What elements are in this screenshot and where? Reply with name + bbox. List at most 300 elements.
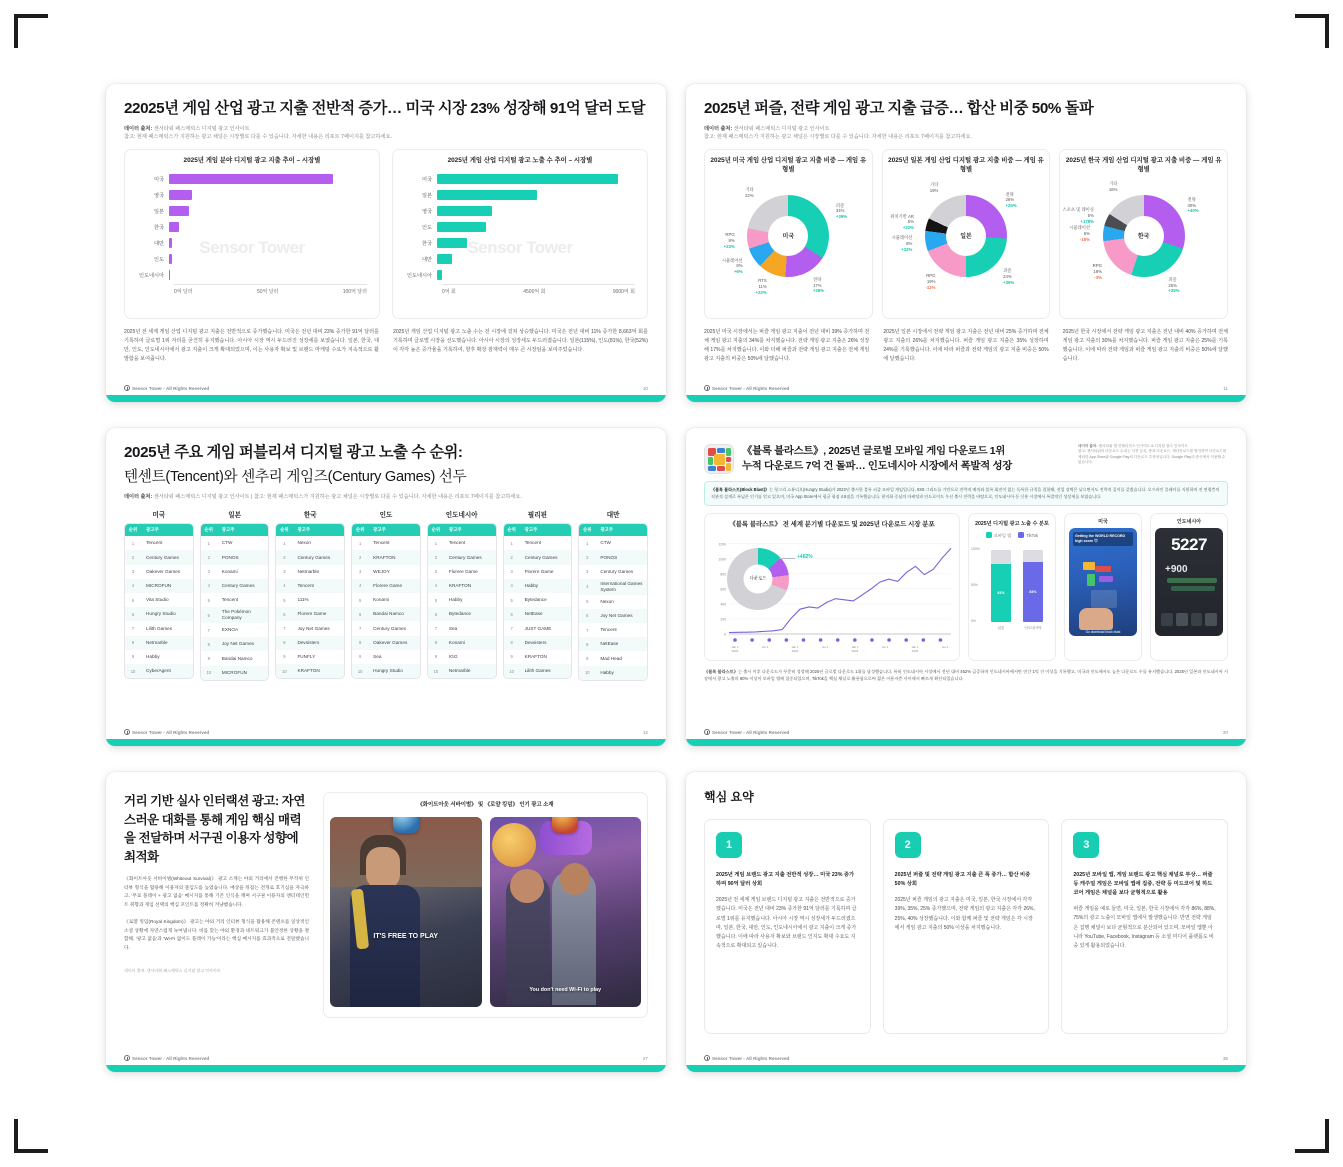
bar-chart-body	[125, 168, 379, 295]
bar-track	[437, 236, 635, 250]
publisher-name: CyberAgent	[146, 668, 171, 674]
source-label: 데이터 출처:	[1078, 444, 1098, 448]
market-name: 일본	[228, 512, 241, 520]
category-label: 인도네시아	[1024, 626, 1042, 631]
slide-ad-spend-overview[interactable]	[106, 84, 666, 402]
publisher-name: Joy Net Games	[221, 641, 255, 647]
donut-card-us	[704, 149, 873, 319]
legend-item-tiktok	[1018, 532, 1038, 539]
category-label: 일본	[997, 626, 1005, 631]
table-row[interactable]	[125, 593, 193, 607]
svg-text:2023: 2023	[791, 648, 799, 653]
col-advertiser: 광고주	[448, 527, 462, 533]
footer-text: Sensor Tower - All Rights Reserved	[132, 1055, 210, 1061]
table-row[interactable]	[579, 609, 647, 623]
panel-title: 《화이트아웃 서바이벌》 및 《로얄 킹덤》 인기 광고 소재	[417, 802, 554, 808]
table-row[interactable]	[428, 565, 496, 579]
screenshot-us	[1069, 528, 1137, 636]
creative-whiteout-survival[interactable]	[330, 817, 482, 1007]
col-rank: 순위	[280, 527, 289, 533]
publisher-name: Konami	[221, 568, 238, 574]
chart-title: 2025년 디지털 광고 노출 수 분포	[975, 521, 1049, 528]
publisher-name: KRAFTON	[373, 554, 396, 560]
svg-text:Jul 1: Jul 1	[941, 644, 949, 649]
donut-row	[704, 149, 1228, 319]
table-row[interactable]	[201, 565, 269, 579]
chart-title: 2025년 미국 게임 산업 디지털 광고 지출 비중 — 게임 유형별	[710, 157, 867, 173]
donut-slice-label: 위치기반 AR 5% +22%	[890, 213, 914, 231]
rank-number: 2	[434, 555, 438, 561]
donut-chart	[883, 177, 1050, 295]
bottom-text	[704, 668, 1228, 682]
text-column	[124, 792, 309, 1018]
publisher-name: Oakever Games	[373, 639, 408, 645]
slide-key-summary[interactable]	[686, 772, 1246, 1072]
card-heading: 2025년 게임 브랜드 광고 지출 전반적 성장… 미국 23% 증가하며 90억 달러 상회	[716, 872, 855, 887]
table-header	[125, 524, 193, 536]
ranking-column-대만	[578, 509, 648, 680]
publisher-name: Florere Game	[524, 568, 554, 574]
publisher-name: Hungry Studio	[373, 668, 403, 674]
chart-legend	[969, 530, 1055, 542]
table-header	[504, 524, 572, 536]
table-row[interactable]	[504, 607, 572, 621]
table-row[interactable]	[428, 550, 496, 564]
bar-label: 인도	[421, 224, 432, 231]
rank-number: 8	[586, 641, 589, 647]
table-row[interactable]	[579, 536, 647, 550]
slide-footer	[124, 385, 648, 391]
donut-slice-label: RPG 19% -12%	[925, 273, 936, 290]
summary-card[interactable]	[883, 819, 1050, 1034]
sensor-tower-logo-icon	[124, 385, 130, 391]
rank-number: 4	[586, 584, 589, 590]
table-row[interactable]	[579, 550, 647, 564]
table-row[interactable]	[352, 636, 420, 650]
table-row[interactable]	[125, 636, 193, 650]
svg-text:2024: 2024	[851, 648, 859, 653]
table-row[interactable]	[201, 623, 269, 637]
col-rank: 순위	[128, 527, 138, 533]
crop-mark-bottom-left	[14, 1119, 48, 1153]
publisher-name: The Pokémon Company	[221, 609, 251, 621]
slide-genre-share[interactable]	[686, 84, 1246, 402]
table-row[interactable]	[504, 550, 572, 564]
table-row[interactable]	[201, 593, 269, 607]
table-row[interactable]	[579, 666, 647, 680]
publisher-name: PONOS	[221, 554, 239, 560]
publisher-name: KRAFTON	[524, 653, 547, 659]
bar-fill	[991, 564, 1011, 622]
table-row[interactable]	[276, 664, 344, 678]
publisher-name: Konami	[373, 597, 390, 603]
donut-center-label: 미국	[768, 216, 808, 256]
bar-track	[437, 252, 635, 266]
growth-annotation: +462%	[797, 553, 813, 560]
slide-street-interview-ads[interactable]	[106, 772, 666, 1072]
rank-number: 5	[434, 597, 438, 603]
publisher-name: Century Games	[146, 554, 179, 560]
table-row[interactable]	[276, 593, 344, 607]
svg-text:0: 0	[724, 632, 726, 637]
rank-number: 5	[510, 597, 513, 603]
table-row[interactable]	[201, 651, 269, 665]
caption-overlay: IT'S FREE TO PLAY	[373, 933, 439, 941]
bar-track	[169, 220, 367, 234]
table-row[interactable]	[125, 550, 193, 564]
page-title: 22025년 게임 산업 광고 지출 전반적 증가… 미국 시장 23% 성장해 91억 달러 도달	[124, 100, 646, 117]
stacked-bar	[991, 550, 1011, 622]
table-row[interactable]	[201, 607, 269, 623]
slide-publisher-ranking[interactable]	[106, 428, 666, 746]
axis-tick: 0억 달러	[174, 289, 193, 295]
page-title: 핵심 요약	[704, 790, 754, 804]
svg-text:Jan 1: Jan 1	[851, 644, 859, 649]
donut-slice-label: 퍼즐 25% +25%	[1168, 276, 1180, 294]
bar-label: 영국	[153, 192, 164, 199]
rank-number: 3	[359, 569, 362, 575]
publisher-name: Devsisters	[524, 639, 547, 645]
bar-fill	[169, 222, 179, 232]
table-row[interactable]	[276, 550, 344, 564]
table-row[interactable]	[579, 579, 647, 595]
legend-label: 모바일 앱	[993, 533, 1012, 539]
bar-row	[129, 172, 367, 186]
summary-card[interactable]	[704, 819, 871, 1034]
stacked-bar-body	[969, 542, 1055, 646]
donut-slice-label: 시뮬레이션 6% -18%	[1069, 225, 1091, 242]
bar-row	[397, 172, 635, 186]
bar-row	[129, 188, 367, 202]
table-row[interactable]	[201, 550, 269, 564]
rank-number: 6	[207, 612, 210, 618]
table-row[interactable]	[428, 621, 496, 635]
table-row[interactable]	[276, 650, 344, 664]
summary-card[interactable]	[1061, 819, 1228, 1034]
footer-text: Sensor Tower - All Rights Reserved	[712, 385, 790, 391]
rank-number: 4	[283, 583, 286, 589]
source-text: 센서타워 패스매틱스 디지털 광고 인사이트	[733, 126, 830, 133]
bar-row	[397, 268, 635, 282]
brand-logo	[704, 385, 789, 391]
table-row[interactable]	[428, 536, 496, 550]
header	[704, 444, 1228, 474]
rank-number: 6	[510, 611, 513, 617]
publisher-name: 111%	[297, 597, 309, 603]
axis-tick: 9000억 회	[612, 289, 635, 295]
rank-number: 8	[131, 640, 135, 646]
rank-number: 3	[510, 569, 513, 575]
table-row[interactable]	[579, 623, 647, 637]
table-row[interactable]	[504, 650, 572, 664]
card-body: 2025년 퍼즐 게임의 광고 지출은 미국, 일본, 한국 시장에서 각각 39%, 35%, 25% 증가했으며, 전략 게임의 광고 지출은 각각 26%, 25%, 40% 성장했습니다. 이와 함께 퍼즐 및 전략 게임은 각 시장에서 게임 광고 지출의 50% 이상을 차지했습니다.	[894, 897, 1035, 931]
rank-number: 1	[207, 540, 210, 546]
chart-row	[124, 149, 648, 319]
table-row[interactable]	[579, 595, 647, 609]
publisher-name: NetEase	[524, 611, 543, 617]
publisher-name: Bandai Namco	[373, 611, 404, 617]
bar-fill	[437, 238, 467, 248]
table-row[interactable]	[579, 637, 647, 651]
bar-row	[397, 204, 635, 218]
publisher-name: Century Games	[524, 554, 558, 560]
footnote: 데이터 출처: 센서타워 패스매틱스 디지털 광고 인사이트	[124, 968, 221, 974]
publisher-name: Vita Studio	[146, 597, 169, 603]
col-advertiser: 광고주	[297, 527, 311, 533]
publisher-name: Bytedance	[448, 611, 472, 617]
table-row[interactable]	[201, 666, 269, 680]
sensor-tower-logo-icon	[124, 1055, 130, 1061]
bar-track	[437, 172, 635, 186]
donut-slice-label: 기타 22%	[745, 187, 754, 198]
table-row[interactable]	[201, 536, 269, 550]
bar-track	[169, 188, 367, 202]
page-title: 2025년 퍼즐, 전략 게임 광고 지출 급증… 합산 비중 50% 돌파	[704, 100, 1094, 117]
bar-label: 일본	[153, 208, 164, 215]
page-number: 10	[642, 385, 648, 391]
rank-number: 2	[586, 555, 589, 561]
bar-label: 영국	[421, 208, 432, 215]
rank-number: 9	[359, 654, 362, 660]
chart-title: 2025년 한국 게임 산업 디지털 광고 지출 비중 — 게임 유형별	[1065, 157, 1222, 173]
bar-track	[169, 236, 367, 250]
ranking-table	[200, 523, 270, 680]
publisher-name: Tencent	[600, 627, 617, 633]
photo-caption: 미국	[1098, 519, 1108, 526]
brand-logo	[124, 1055, 209, 1061]
rank-number: 9	[283, 654, 286, 660]
rank-number: 7	[510, 626, 513, 632]
summary-cards	[704, 819, 1228, 1034]
publisher-name: Joy Net Games	[297, 625, 330, 631]
bar-row	[129, 204, 367, 218]
crop-mark-top-left	[14, 14, 48, 48]
ranking-column-한국	[275, 509, 345, 680]
rank-number: 5	[131, 597, 135, 603]
table-row[interactable]	[352, 607, 420, 621]
table-row[interactable]	[352, 621, 420, 635]
bar-label: 대만	[421, 256, 432, 263]
table-row[interactable]	[125, 536, 193, 550]
content-row	[124, 792, 648, 1018]
ranking-column-일본	[200, 509, 270, 680]
table-row[interactable]	[428, 636, 496, 650]
rank-number: 9	[207, 655, 210, 661]
donut-slice-label: 전략 30% +40%	[1187, 196, 1199, 214]
rank-number: 10	[357, 668, 363, 674]
publisher-name: NetEase	[600, 641, 619, 647]
table-row[interactable]	[428, 579, 496, 593]
table-row[interactable]	[125, 607, 193, 621]
page-title-line1: 《블록 블라스트》, 2025년 글로벌 모바일 게임 다운로드 1위	[742, 446, 1006, 457]
table-row[interactable]	[352, 593, 420, 607]
rank-number: 9	[131, 654, 135, 660]
bar-fill	[169, 206, 189, 216]
card-heading: 2025년 모바일 앱, 게임 브랜드 광고 핵심 채널로 부상… 퍼즐 등 캐주얼 게임은 모바일 앱에 집중, 전략 등 미드코어 및 하드코어 게임은 채널을 보다 균형적으로 활용	[1073, 872, 1213, 896]
source-extra: 참고: 현재 패스매틱스가 지원하는 광고 채널은 시장별로 다를 수 있습니다. 자세한 내용은 리포트 7페이지를 참고하세요.	[704, 134, 972, 141]
table-row[interactable]	[201, 579, 269, 593]
table-row[interactable]	[125, 621, 193, 635]
publisher-name: Sea	[373, 653, 382, 659]
overlay-top: Getting the WORLD RECORD high score 😈	[1073, 532, 1133, 545]
col-advertiser: 광고주	[221, 527, 235, 533]
publisher-name: JUST GAME	[524, 625, 552, 631]
ranking-table	[275, 523, 345, 679]
table-row[interactable]	[125, 565, 193, 579]
table-row[interactable]	[428, 593, 496, 607]
bar-value-label: 84%	[1029, 590, 1037, 595]
slide-footer	[704, 385, 1228, 391]
donut-ring	[925, 195, 1007, 277]
donut-slice-label: RPG 18% -3%	[1092, 263, 1102, 280]
rank-number: 10	[282, 668, 287, 674]
table-row[interactable]	[276, 579, 344, 593]
publisher-name: Netmarble	[448, 668, 471, 674]
publisher-name: International Games System	[600, 580, 643, 592]
publisher-name: EXNOA	[221, 627, 239, 633]
bar-chart-body	[393, 168, 647, 295]
watermark: Sensor Tower	[199, 237, 305, 257]
table-row[interactable]	[276, 607, 344, 621]
table-row[interactable]	[428, 607, 496, 621]
royal-kingdom-app-icon	[552, 817, 578, 833]
table-row[interactable]	[504, 636, 572, 650]
rank-number: 2	[283, 555, 286, 561]
paragraph: 2025년 일본 시장에서 전략 게임 광고 지출은 전년 대비 25% 증가하며 전체 광고 지출의 26%를 차지했습니다. 퍼즐 게임 광고 지출은 35% 성장하며 24%를 기록했습니다. 이에 따라 퍼즐과 전략 게임의 광고 지출 비중은 50%에 달했습니다.	[883, 329, 1049, 363]
publisher-name: Netmarble	[146, 639, 168, 645]
col-advertiser: 광고주	[600, 527, 614, 533]
table-row[interactable]	[504, 621, 572, 635]
rank-number: 6	[131, 611, 135, 617]
bar-fill	[169, 254, 172, 264]
ranking-column-인도	[351, 509, 421, 680]
rank-number: 3	[283, 569, 286, 575]
svg-text:600: 600	[720, 587, 726, 592]
publisher-name: Tencent	[524, 540, 542, 546]
publisher-name: Netmarble	[297, 568, 320, 574]
table-row[interactable]	[428, 650, 496, 664]
rank-number: 1	[283, 540, 286, 546]
bar-row	[397, 252, 635, 266]
photo-caption: 인도네시아	[1176, 519, 1202, 526]
publisher-name: FUNFLY	[297, 653, 316, 659]
table-row[interactable]	[352, 536, 420, 550]
donut-chart	[705, 177, 872, 295]
paragraph: 2025년 전 세계 게임 산업 디지털 광고 지출은 전반적으로 증가했습니다. 미국은 전년 대비 23% 증가한 91억 달러를 기록하여 글로벌 1위 자리를 굳건히 유지했습니다. 아시아 시장 역시 두드러진 성장세를 보였습니다. 일본, 한국, 대만, 인도, 인도네시아에서 광고 지출이 크게 확대되었으며, 이는 사용자 확보 및 브랜드 마케팅 수요가 지속적으로 활발함을 보여줍니다.	[124, 329, 379, 363]
card-body: 퍼즐 게임을 예로 들면, 미국, 일본, 한국 시장에서 각각 86%, 88%, 75%의 광고 노출이 모바일 앱에서 발생했습니다. 반면 전략 게임은 집행 채널이 보다 균형적으로 분산되어 있으며, 모바일 앱뿐 아니라 YouTube, Facebook, Instagram 등 소셜 미디어 플랫폼도 비중 있게 활용되었습니다.	[1073, 906, 1216, 949]
donut-slice-label: 시뮬레이션 8% +32%	[891, 235, 913, 252]
rank-number: 2	[359, 555, 362, 561]
svg-text:400: 400	[720, 602, 726, 607]
bar-track	[437, 268, 635, 282]
photo-card-id	[1150, 513, 1228, 661]
table-row[interactable]	[504, 579, 572, 593]
publisher-name: Lilith Games	[524, 668, 551, 674]
publisher-name: Lilith Games	[146, 625, 173, 631]
table-row[interactable]	[276, 636, 344, 650]
creative-royal-kingdom[interactable]	[490, 817, 642, 1007]
axis-tick: 0%	[971, 619, 976, 624]
table-row[interactable]	[276, 536, 344, 550]
rank-number: 7	[359, 626, 362, 632]
source-label: 데이터 출처:	[124, 494, 153, 501]
table-row[interactable]	[579, 565, 647, 579]
body-text	[704, 328, 1228, 364]
publisher-name: Tencent	[373, 540, 390, 546]
footer-text: Sensor Tower - All Rights Reserved	[712, 729, 790, 735]
table-row[interactable]	[504, 664, 572, 678]
creative-panel	[323, 792, 648, 1018]
donut-slice-label: RPG 8% +23%	[723, 232, 735, 249]
callout-text: 는 헝그리 스튜디오(Hungry Studio)가 2022년 출시한 블록 퍼즐 모바일 게임입니다. 8X8 그리드를 기반으로 전략적 배치와 블록 회전이 없는 독특한 규칙을 결합해, 진입 장벽은 낮으면서도 전략적 깊이를 갖췄습니다. 오프라인 플레이를 지원하며 전 연령층의 직관적 설계로 폭넓은 인기를 얻고 있으며, 미국 App Store에서 평균 평점 4.9점을 기록했습니다. 현지화 중심의 마케팅과 안드로이드 우선 출시 전략을 바탕으로, 인도네시아 등 신흥 시장에서 폭발적인 성장세를 보였습니다.	[711, 487, 1220, 499]
slide-block-blast[interactable]	[686, 428, 1246, 746]
ranking-table	[351, 523, 421, 679]
rank-number: 1	[131, 540, 135, 546]
rank-number: 1	[586, 540, 589, 546]
table-row[interactable]	[504, 565, 572, 579]
svg-text:Jan 1: Jan 1	[731, 644, 739, 649]
brand-logo	[124, 729, 209, 735]
source-note	[1078, 444, 1228, 466]
rank-number: 3	[586, 569, 589, 575]
rank-number: 10	[433, 668, 439, 674]
crop-mark-top-right	[1295, 14, 1329, 48]
rank-number: 7	[131, 626, 135, 632]
card-body: 2025년 전 세계 게임 브랜드 디지털 광고 지출은 전반적으로 증가했습니다. 미국은 전년 대비 23% 증가한 91억 달러를 기록하며 글로벌 1위를 유지했습니다. 아시아 시장 역시 성장세가 두드러졌으며, 일본, 한국, 대만, 인도, 인도네시아에서 광고 지출이 크게 증가했습니다. 이에 따라 사용자 확보와 브랜드 인지도 확대 수요도 지속적으로 확대되고 있습니다.	[716, 897, 857, 950]
bar-fill	[437, 254, 452, 264]
table-row[interactable]	[276, 621, 344, 635]
market-name: 미국	[152, 512, 166, 520]
callout-title: 《블록 블라스트(Block Blast)》	[711, 487, 770, 493]
rank-number: 4	[131, 583, 135, 589]
bar-fill	[169, 238, 172, 248]
table-row[interactable]	[504, 536, 572, 550]
table-row[interactable]	[579, 651, 647, 665]
axis-tick: 100억 달러	[342, 289, 367, 295]
table-row[interactable]	[428, 664, 496, 678]
rank-number: 8	[283, 640, 286, 646]
table-row[interactable]	[201, 637, 269, 651]
creative-images	[324, 817, 647, 1007]
table-row[interactable]	[352, 664, 420, 678]
table-header	[201, 524, 269, 536]
table-row[interactable]	[276, 565, 344, 579]
bar-track	[437, 220, 635, 234]
bar-label: 미국	[153, 176, 164, 183]
crop-mark-bottom-right	[1295, 1119, 1329, 1153]
rank-number: 7	[434, 626, 438, 632]
overlay-bottom: Go download block blast	[1085, 630, 1121, 635]
table-row[interactable]	[125, 664, 193, 678]
publisher-name: Bytedance	[524, 597, 547, 603]
bar-label: 한국	[421, 240, 432, 247]
table-row[interactable]	[352, 565, 420, 579]
sensor-tower-logo-icon	[124, 729, 130, 735]
table-row[interactable]	[504, 593, 572, 607]
table-row[interactable]	[352, 579, 420, 593]
table-row[interactable]	[125, 650, 193, 664]
rank-number: 2	[207, 555, 210, 561]
ranking-table	[578, 523, 648, 680]
source-note	[704, 125, 1228, 141]
table-row[interactable]	[125, 579, 193, 593]
rank-number: 5	[283, 597, 286, 603]
table-row[interactable]	[352, 650, 420, 664]
table-row[interactable]	[352, 550, 420, 564]
rank-number: 3	[131, 569, 135, 575]
body-text	[124, 328, 648, 364]
rank-number: 9	[510, 654, 513, 660]
